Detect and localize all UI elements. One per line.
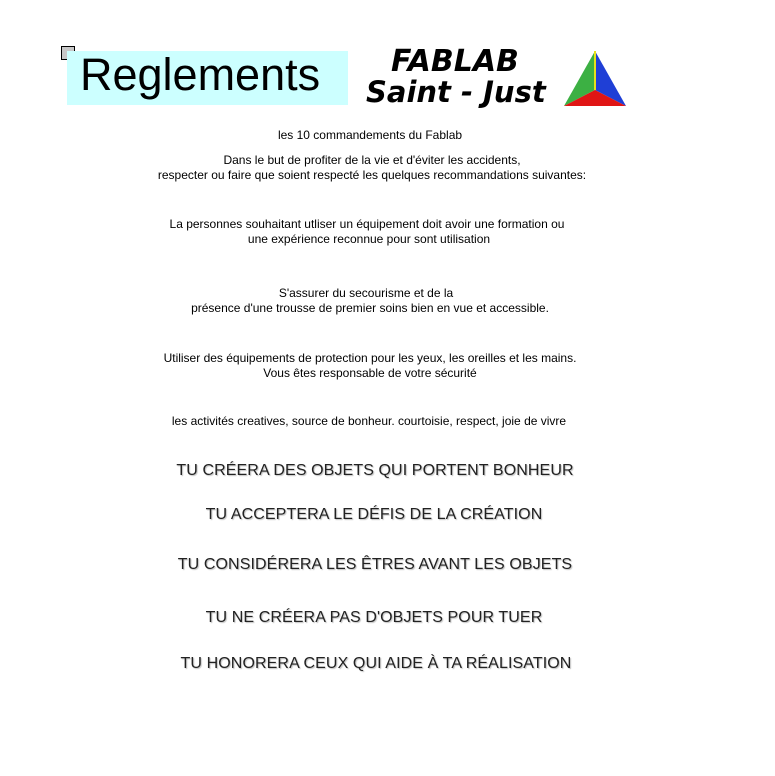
rule-3-line-1: Utiliser des équipements de protection pour les yeux, les oreilles et les mains. <box>163 351 577 365</box>
logo-triangle-icon <box>563 50 627 107</box>
rule-4-line-1: les activités creatives, source de bonheur. courtoisie, respect, joie de vivre <box>171 414 567 428</box>
logo-text-line2: Saint - Just <box>366 75 546 109</box>
logo-text-line1: FABLAB <box>391 44 519 79</box>
rule-1-line-2: une expérience reconnue pour sont utilisation <box>247 232 491 246</box>
commandment-2: TU ACCEPTERA LE DÉFIS DE LA CRÉATION <box>205 506 543 523</box>
intro-line-1: Dans le but de profiter de la vie et d'éviter les accidents, <box>223 153 521 167</box>
page-title: Reglements <box>80 49 321 100</box>
rule-2-line-2: présence d'une trousse de premier soins bien en vue et accessible. <box>191 301 549 315</box>
rule-1-line-1: La personnes souhaitant utliser un équipement doit avoir une formation ou <box>169 217 565 231</box>
commandment-1: TU CRÉERA DES OBJETS QUI PORTENT BONHEUR <box>176 462 574 479</box>
rule-3-line-2: Vous êtes responsable de votre sécurité <box>263 366 477 380</box>
commandment-4: TU NE CRÉERA PAS D'OBJETS POUR TUER <box>205 609 543 626</box>
rule-2-line-1: S'assurer du secourisme et de la <box>278 286 454 300</box>
intro-heading: les 10 commandements du Fablab <box>277 128 463 142</box>
commandment-3: TU CONSIDÉRERA LES ÊTRES AVANT LES OBJETS <box>177 556 573 573</box>
intro-line-2: respecter ou faire que soient respecté les quelques recommandations suivantes: <box>157 168 587 182</box>
commandment-5: TU HONORERA CEUX QUI AIDE À TA RÉALISATION <box>180 655 572 672</box>
